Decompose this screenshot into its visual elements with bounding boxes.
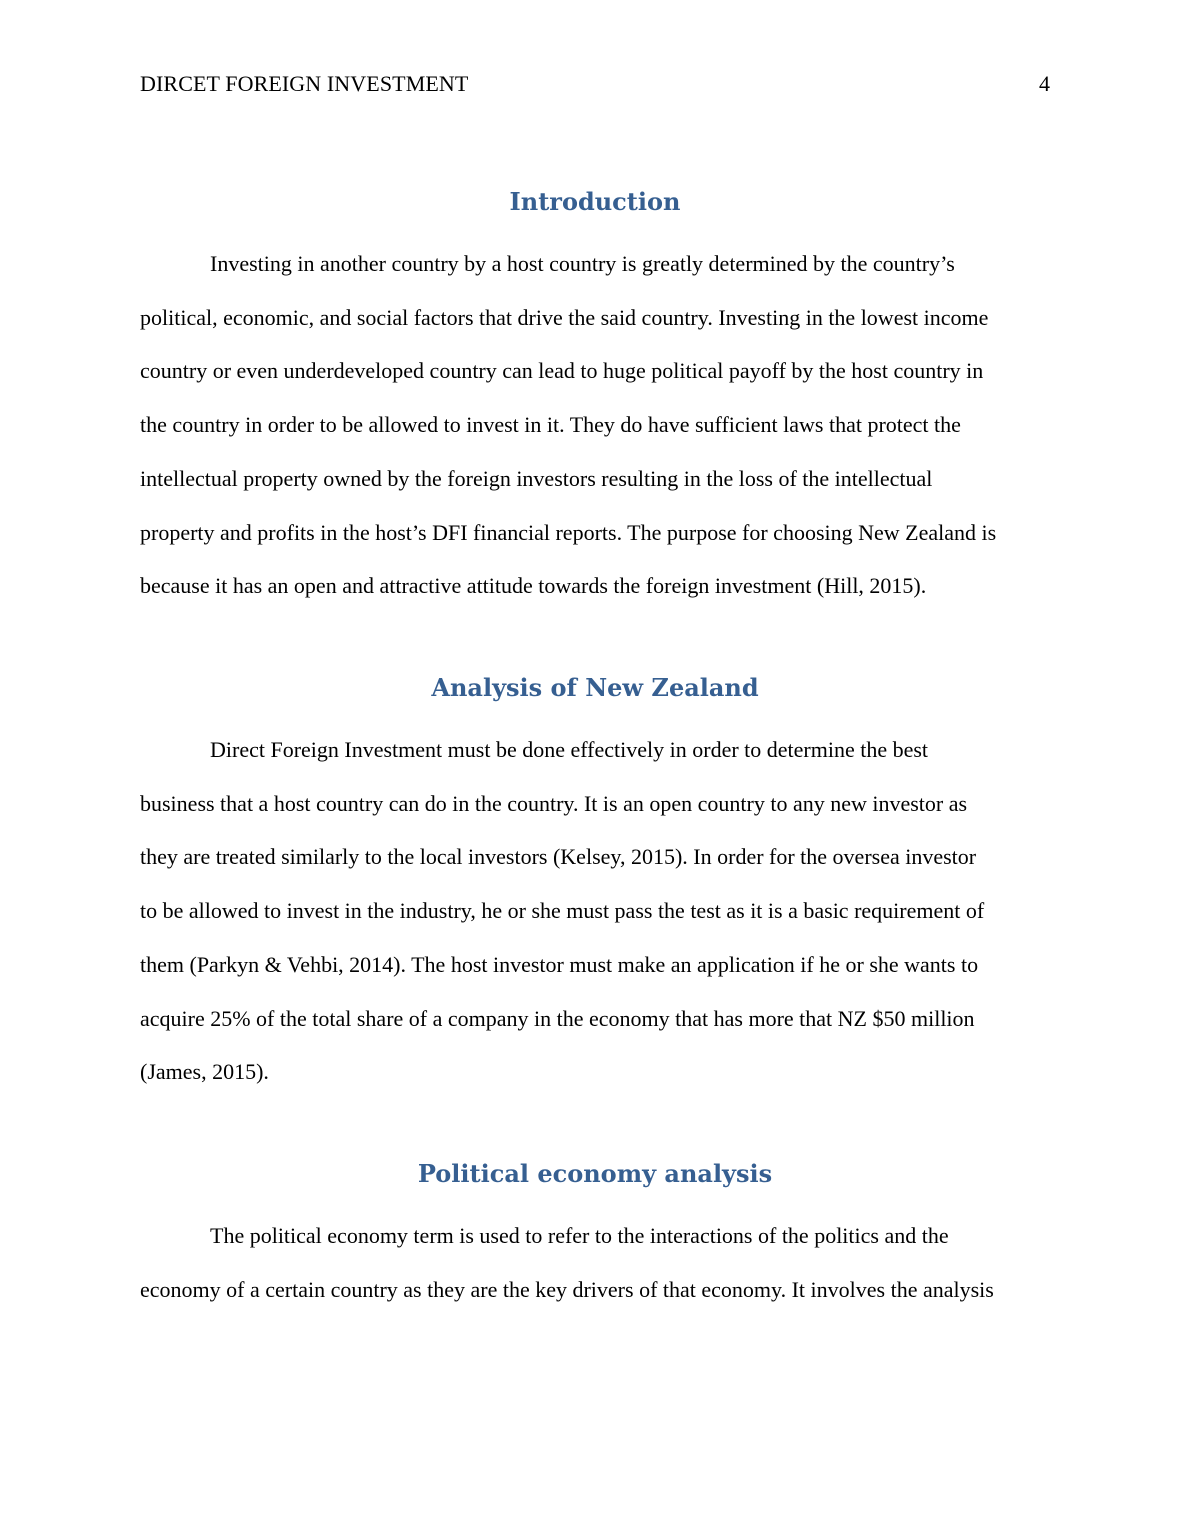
paragraph-line: intellectual property owned by the foreign investors resulting in the loss of the intellectual xyxy=(140,465,933,491)
paragraph-line: Direct Foreign Investment must be done effectively in order to determine the best xyxy=(210,737,929,762)
paragraph-line: the country in order to be allowed to invest in it. They do have sufficient laws that protect the xyxy=(140,412,961,438)
paragraph-line: to be allowed to invest in the industry, he or she must pass the test as it is a basic requirement of xyxy=(140,898,985,924)
section-heading-introduction: Introduction xyxy=(509,187,681,216)
paragraph-line: The political economy term is used to refer to the interactions of the politics and the xyxy=(210,1223,949,1248)
paragraph-line: acquire 25% of the total share of a company in the economy that has more that NZ $50 million xyxy=(140,1005,975,1031)
paragraph-introduction xyxy=(140,237,1052,613)
paragraph-line: economy of a certain country as they are the key drivers of that economy. It involves the analysis xyxy=(140,1276,994,1302)
paragraph-line: political, economic, and social factors that drive the said country. Investing in the lowest income xyxy=(140,304,989,330)
paragraph-line: business that a host country can do in the country. It is an open country to any new investor as xyxy=(140,790,968,816)
page-number: 4 xyxy=(1039,71,1050,96)
paragraph-line: them (Parkyn & Vehbi, 2014). The host investor must make an application if he or she wants to xyxy=(140,951,979,977)
paragraph-line: (James, 2015). xyxy=(140,1059,269,1085)
section-heading-analysis-of-new-zealand: Analysis of New Zealand xyxy=(431,673,759,702)
paragraph-political-economy-analysis xyxy=(140,1209,1052,1316)
paragraph-line: because it has an open and attractive attitude towards the foreign investment (Hill, 2015). xyxy=(140,573,927,599)
paragraph-line: country or even underdeveloped country can lead to huge political payoff by the host country in xyxy=(140,358,984,384)
section-heading-political-economy-analysis: Political economy analysis xyxy=(417,1159,773,1188)
paragraph-line: property and profits in the host’s DFI financial reports. The purpose for choosing New Zealand is xyxy=(140,519,997,545)
paragraph-line: Investing in another country by a host country is greatly determined by the country’s xyxy=(210,251,955,276)
paragraph-line: they are treated similarly to the local investors (Kelsey, 2015). In order for the oversea investor xyxy=(140,844,977,870)
running-header-title: DIRCET FOREIGN INVESTMENT xyxy=(140,71,469,96)
paragraph-analysis-of-new-zealand xyxy=(140,723,1052,1099)
